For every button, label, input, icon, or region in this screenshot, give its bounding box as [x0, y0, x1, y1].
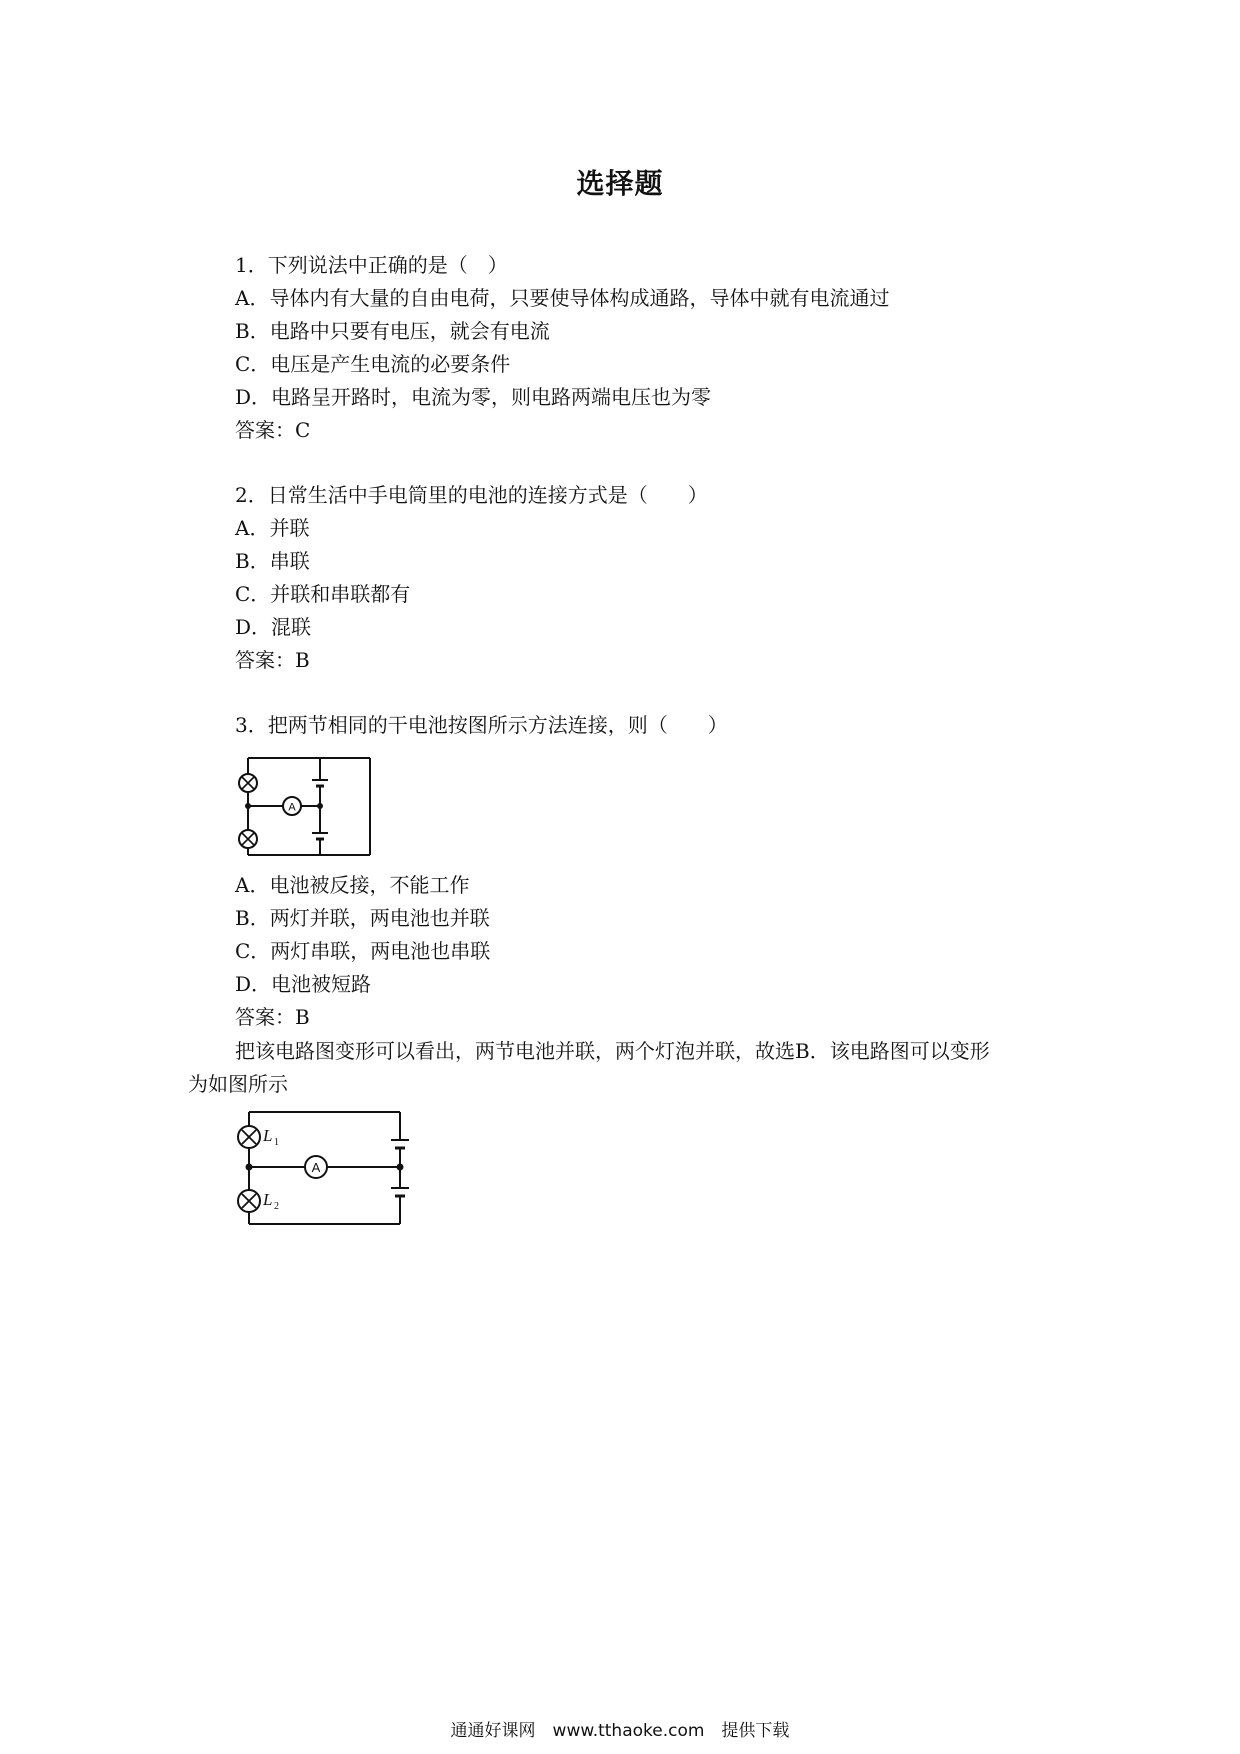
lamp-2-label: L: [263, 1190, 273, 1209]
q2-answer: 答案：B: [235, 648, 310, 672]
question-2: 2．日常生活中手电筒里的电池的连接方式是（ ）: [235, 483, 708, 507]
lamp-1-subscript: 1: [274, 1137, 279, 1148]
q1-option-a: A．导体内有大量的自由电荷，只要使导体构成通路，导体中就有电流通过: [235, 286, 890, 310]
q3-option-b: B．两灯并联，两电池也并联: [235, 906, 490, 930]
question-1: 1．下列说法中正确的是（ ）: [235, 253, 508, 277]
lamp-icon: [238, 1190, 260, 1212]
q2-option-b: B．串联: [235, 549, 310, 573]
page-title: 选择题: [576, 167, 664, 200]
q3-option-a: A．电池被反接，不能工作: [235, 873, 470, 897]
circuit-diagram-1: [230, 755, 380, 860]
q3-option-c: C．两灯串联，两电池也串联: [235, 939, 491, 963]
lamp-icon: [239, 774, 257, 792]
question-3: 3．把两节相同的干电池按图所示方法连接，则（ ）: [235, 713, 728, 737]
page-footer: 通通好课网 www.tthaoke.com 提供下载: [450, 1721, 790, 1741]
lamp-icon: [239, 830, 257, 848]
q2-option-a: A．并联: [235, 516, 310, 540]
ammeter-label: A: [311, 1160, 321, 1175]
lamp-1-label: L: [263, 1126, 273, 1145]
q1-option-d: D．电路呈开路时，电流为零，则电路两端电压也为零: [235, 385, 712, 409]
q3-explanation-line-2: 为如图所示: [188, 1072, 288, 1096]
q3-option-d: D．电池被短路: [235, 972, 372, 996]
q1-option-b: B．电路中只要有电压，就会有电流: [235, 319, 550, 343]
q3-explanation-line-1: 把该电路图变形可以看出，两节电池并联，两个灯泡并联，故选B．该电路图可以变形: [235, 1039, 990, 1063]
q3-answer: 答案：B: [235, 1005, 310, 1029]
q1-answer: 答案：C: [235, 418, 311, 442]
ammeter-label: A: [288, 801, 296, 814]
q1-option-c: C．电压是产生电流的必要条件: [235, 352, 511, 376]
q2-option-d: D．混联: [235, 615, 312, 639]
lamp-icon: [238, 1126, 260, 1148]
lamp-2-subscript: 2: [274, 1201, 279, 1212]
circuit-diagram-2: [232, 1108, 412, 1228]
q2-option-c: C．并联和串联都有: [235, 582, 411, 606]
